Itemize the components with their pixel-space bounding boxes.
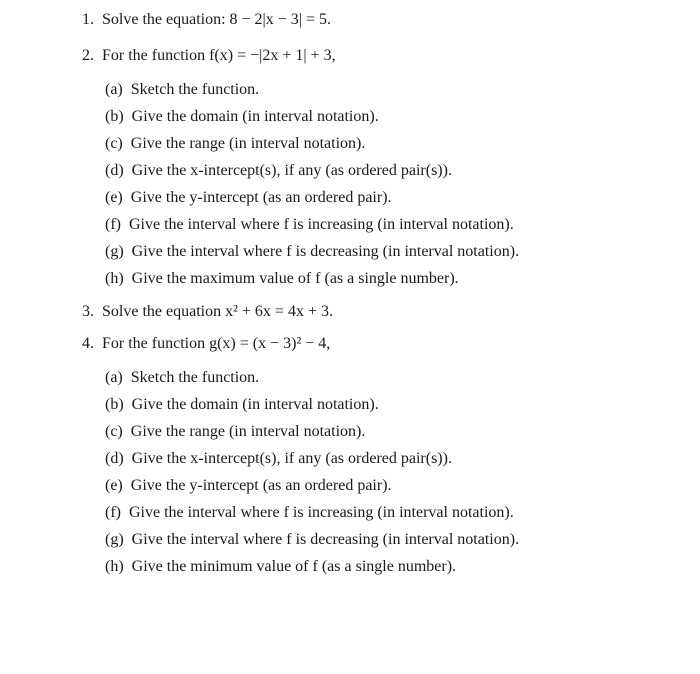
problem-2-part-e	[105, 188, 392, 208]
part-text: Sketch the function.	[130, 81, 260, 98]
problem-1	[82, 10, 331, 30]
part-text: Give the domain (in interval notation).	[131, 396, 379, 413]
part-text: Give the range (in interval notation).	[130, 135, 366, 152]
part-text: Give the domain (in interval notation).	[131, 108, 379, 125]
part-text: Give the range (in interval notation).	[130, 423, 366, 440]
part-text: Give the interval where f is increasing (in interval notation).	[128, 504, 514, 521]
problem-4-part-e	[105, 476, 392, 496]
part-text: Give the y-intercept (as an ordered pair).	[130, 189, 392, 206]
problem-4-part-g	[105, 530, 519, 550]
problem-number: 2.	[82, 47, 94, 64]
problem-4-part-b	[105, 395, 379, 415]
part-text: Give the maximum value of f (as a single number).	[131, 270, 459, 287]
part-text: Sketch the function.	[130, 369, 260, 386]
part-label: (h)	[105, 558, 124, 575]
problem-2-part-c	[105, 134, 365, 154]
problem-text: For the function	[102, 335, 210, 352]
problem-2-part-g	[105, 242, 519, 262]
part-label: (f)	[105, 504, 121, 521]
part-label: (e)	[105, 477, 123, 494]
problem-math: 8 − 2|x − 3| = 5.	[229, 11, 332, 28]
part-text: Give the x-intercept(s), if any (as ordered pair(s)).	[131, 450, 452, 467]
part-text: Give the x-intercept(s), if any (as ordered pair(s)).	[131, 162, 452, 179]
problem-3	[82, 302, 333, 322]
part-text: Give the interval where f is increasing (in interval notation).	[128, 216, 514, 233]
problem-text: For the function	[102, 47, 210, 64]
problem-number: 3.	[82, 303, 94, 320]
problem-number: 4.	[82, 335, 94, 352]
problem-4-part-d	[105, 449, 452, 469]
problem-4-part-f	[105, 503, 514, 523]
problem-4-part-h	[105, 557, 456, 577]
problem-2-part-h	[105, 269, 459, 289]
part-label: (g)	[105, 243, 124, 260]
part-label: (b)	[105, 396, 124, 413]
part-label: (h)	[105, 270, 124, 287]
part-label: (a)	[105, 369, 123, 386]
part-label: (d)	[105, 450, 124, 467]
problem-math: x² + 6x = 4x + 3.	[225, 303, 333, 320]
part-label: (d)	[105, 162, 124, 179]
problem-2-part-b	[105, 107, 379, 127]
problem-number: 1.	[82, 11, 94, 28]
part-label: (f)	[105, 216, 121, 233]
part-label: (a)	[105, 81, 123, 98]
part-text: Give the y-intercept (as an ordered pair).	[130, 477, 392, 494]
problem-math: f(x) = −|2x + 1| + 3,	[209, 47, 336, 64]
part-text: Give the minimum value of f (as a single number).	[131, 558, 457, 575]
problem-2	[82, 46, 336, 66]
part-label: (c)	[105, 135, 123, 152]
problem-2-part-d	[105, 161, 452, 181]
problem-4	[82, 334, 330, 354]
part-label: (c)	[105, 423, 123, 440]
part-text: Give the interval where f is decreasing (in interval notation).	[131, 243, 520, 260]
problem-math: g(x) = (x − 3)² − 4,	[209, 335, 331, 352]
part-text: Give the interval where f is decreasing (in interval notation).	[131, 531, 520, 548]
part-label: (e)	[105, 189, 123, 206]
problem-2-part-a	[105, 80, 259, 100]
problem-text: Solve the equation:	[102, 11, 230, 28]
problem-text: Solve the equation	[102, 303, 226, 320]
problem-4-part-c	[105, 422, 365, 442]
problem-4-part-a	[105, 368, 259, 388]
problem-2-part-f	[105, 215, 514, 235]
part-label: (g)	[105, 531, 124, 548]
part-label: (b)	[105, 108, 124, 125]
